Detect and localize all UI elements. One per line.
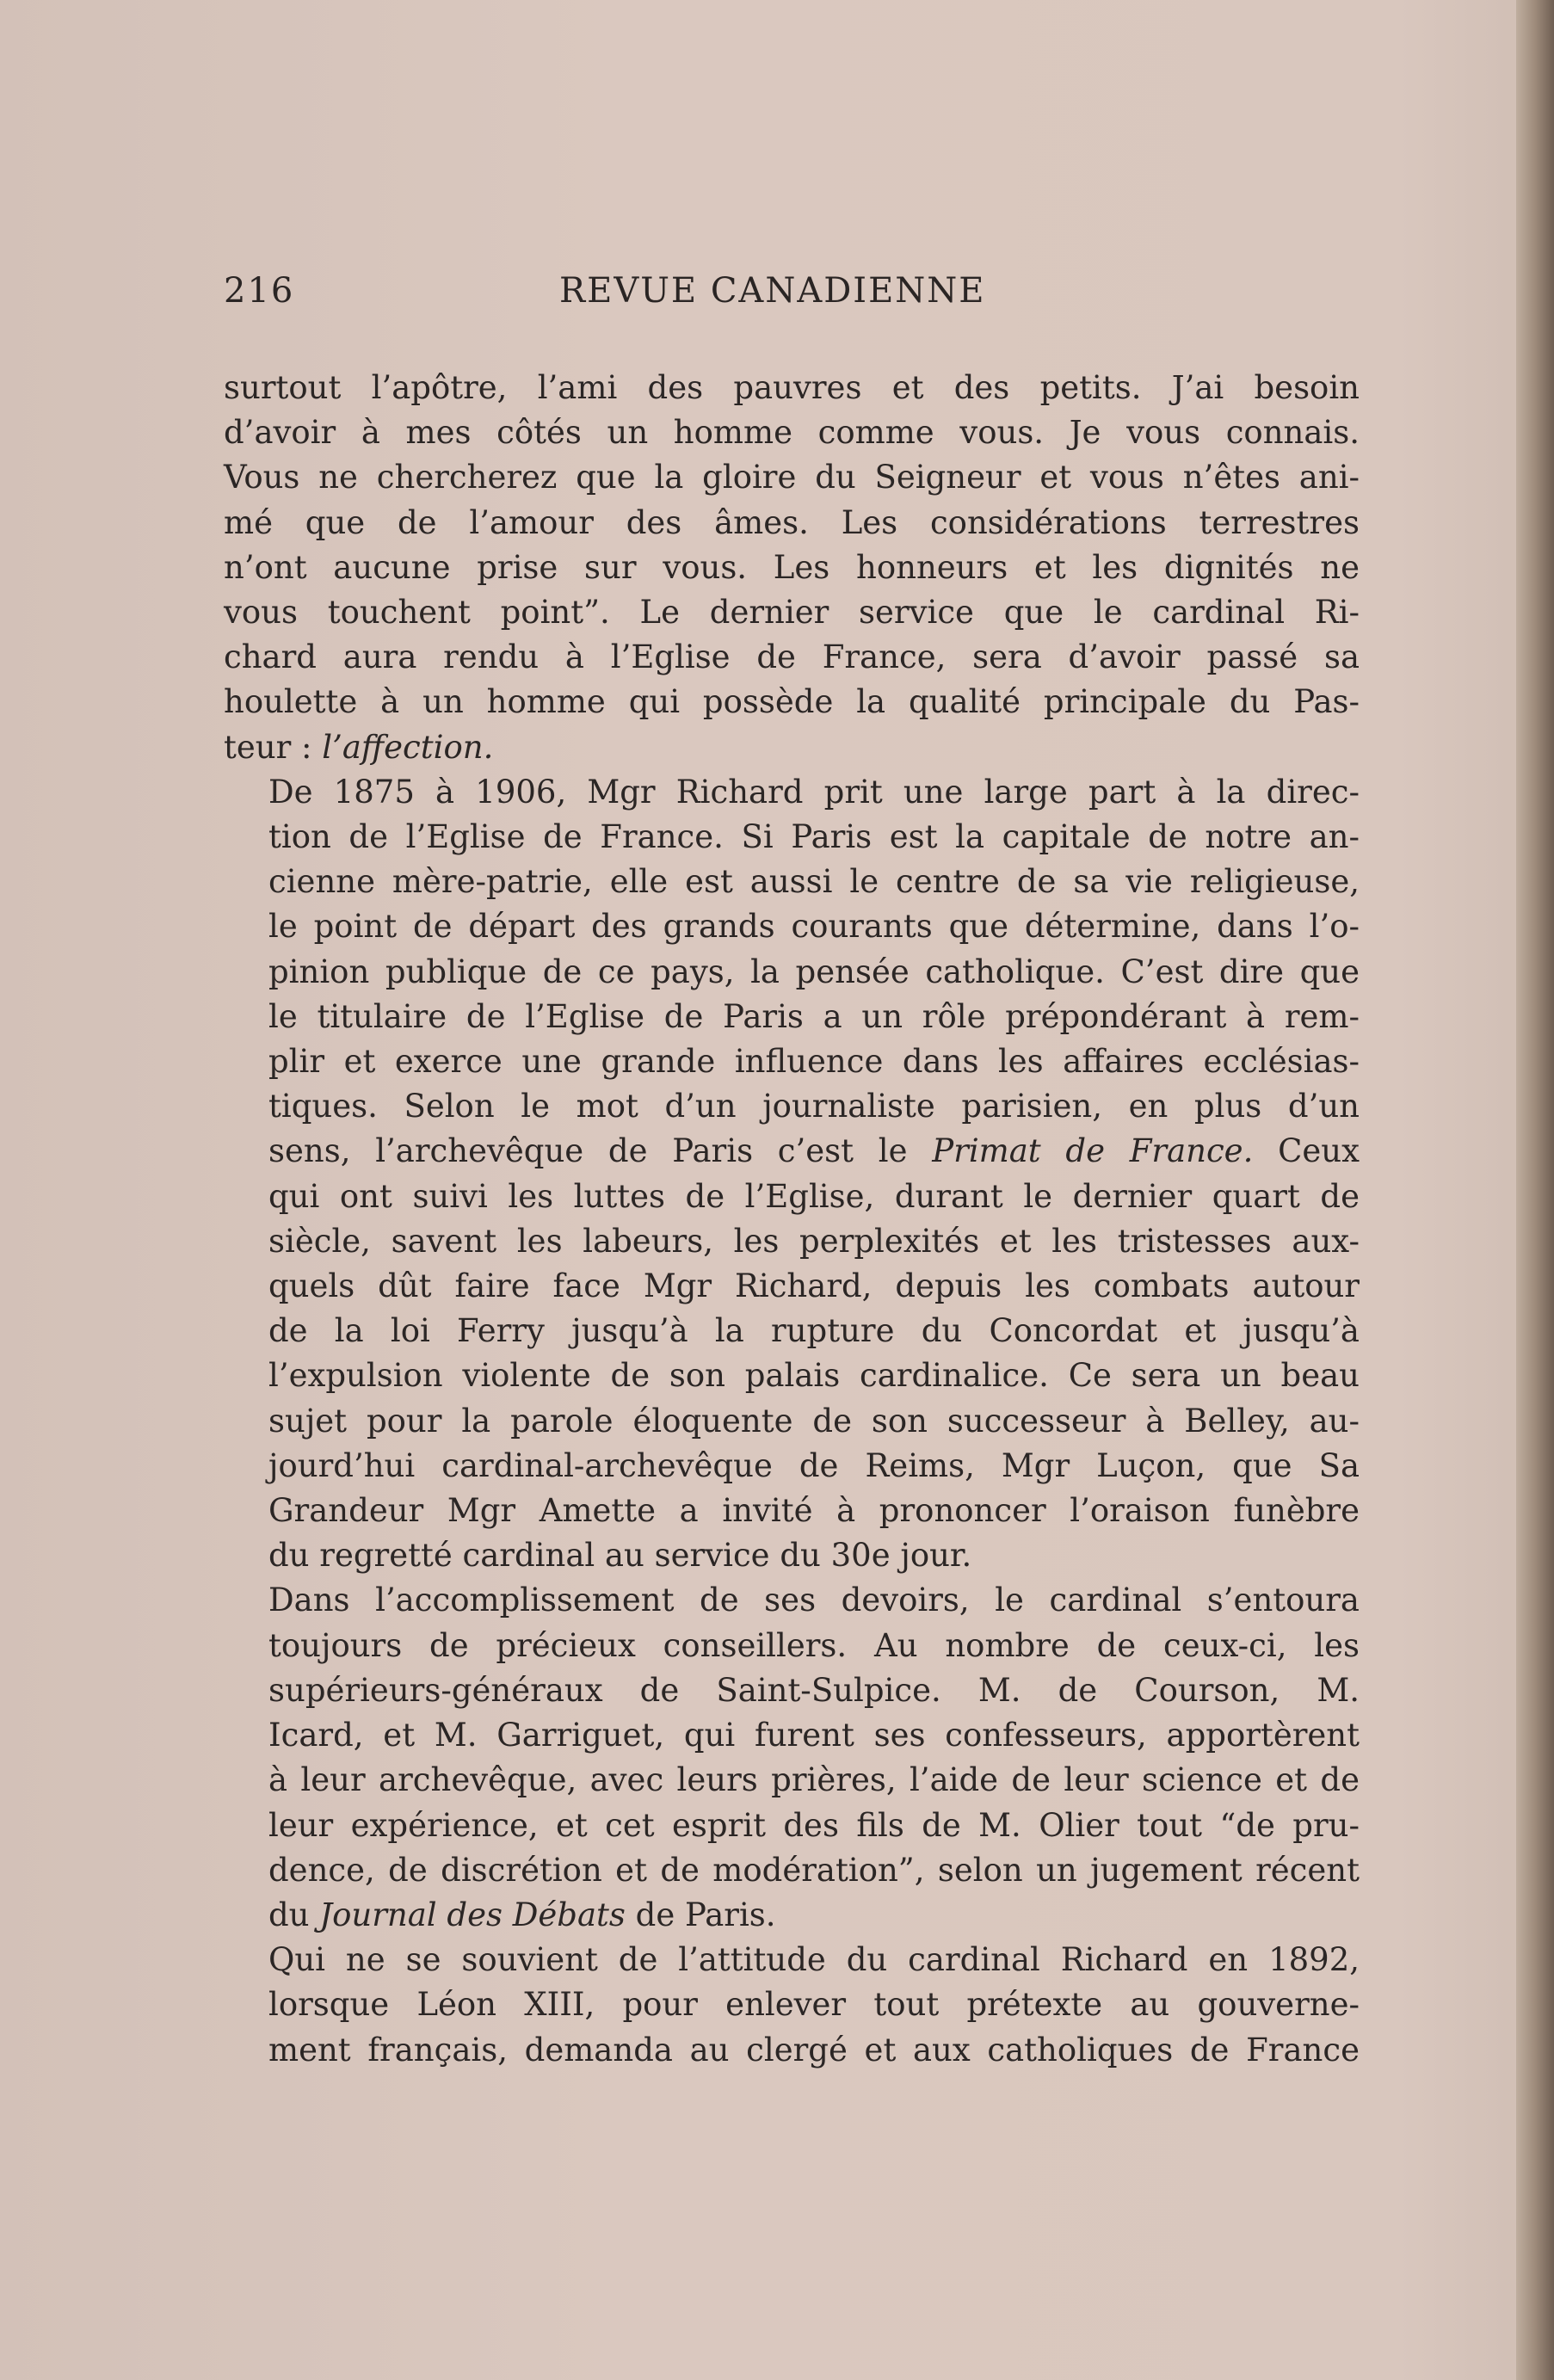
text-line: tion de l’Eglise de France. Si Paris est la capitale de notre an- <box>268 818 1360 856</box>
text-line: dence, de discrétion et de modération”, selon un jugement récent <box>268 1851 1360 1889</box>
text-line: leur expérience, et cet esprit des fils de M. Olier tout “de pru- <box>268 1806 1360 1844</box>
text-run: teur : <box>224 728 323 766</box>
text-line: ment français, demanda au clergé et aux catholiques de France <box>268 2031 1360 2069</box>
text-line: siècle, savent les labeurs, les perplexités et les tristesses aux- <box>268 1222 1360 1260</box>
paragraph-3 <box>224 1578 1360 1938</box>
text-line: toujours de précieux conseillers. Au nombre de ceux-ci, les <box>268 1626 1360 1664</box>
text-line: jourd’hui cardinal-archevêque de Reims, Mgr Luçon, que Sa <box>268 1446 1360 1484</box>
text-line: Grandeur Mgr Amette a invité à prononcer l’oraison funèbre <box>268 1492 1360 1530</box>
italic-text: Journal des Débats <box>319 1896 626 1933</box>
text-line: vous touchent point”. Le dernier service que le cardinal Ri- <box>224 594 1360 632</box>
text-line: houlette à un homme qui possède la qualité principale du Pas- <box>224 683 1360 721</box>
text-line: le titulaire de l’Eglise de Paris a un rôle prépondérant à rem- <box>268 997 1360 1035</box>
text-line: à leur archevêque, avec leurs prières, l’aide de leur science et de <box>268 1761 1360 1799</box>
text-line: du regretté cardinal au service du 30e jour. <box>268 1537 972 1575</box>
text-run: du <box>268 1896 320 1933</box>
text-line: d’avoir à mes côtés un homme comme vous. Je vous connais. <box>224 414 1360 452</box>
text-line: surtout l’apôtre, l’ami des pauvres et des petits. J’ai besoin <box>224 369 1360 406</box>
italic-text: Primat de France. <box>932 1132 1254 1170</box>
running-head <box>224 271 1360 323</box>
text-line: pinion publique de ce pays, la pensée catholique. C’est dire que <box>268 953 1360 990</box>
paragraph-4 <box>224 1938 1360 2073</box>
text-line: de la loi Ferry jusqu’à la rupture du Concordat et jusqu’à <box>268 1312 1360 1350</box>
text-line <box>224 1129 1360 1174</box>
text-line <box>224 1893 1360 1938</box>
text-line: cienne mère-patrie, elle est aussi le centre de sa vie religieuse, <box>268 863 1360 901</box>
text-run: Ceux <box>1253 1132 1360 1170</box>
text-line: chard aura rendu à l’Eglise de France, sera d’avoir passé sa <box>224 638 1360 676</box>
text-line: le point de départ des grands courants que détermine, dans l’o- <box>268 908 1360 946</box>
text-line: l’expulsion violente de son palais cardinalice. Ce sera un beau <box>268 1357 1360 1395</box>
text-line: qui ont suivi les luttes de l’Eglise, durant le dernier quart de <box>268 1177 1360 1215</box>
text-line: Qui ne se souvient de l’attitude du cardinal Richard en 1892, <box>268 1941 1360 1979</box>
text-run: de Paris. <box>625 1896 776 1933</box>
text-line: lorsque Léon XIII, pour enlever tout prétexte au gouverne- <box>268 1986 1360 2024</box>
text-line: Dans l’accomplissement de ses devoirs, le cardinal s’entoura <box>268 1582 1360 1619</box>
text-line: n’ont aucune prise sur vous. Les honneurs et les dignités ne <box>224 548 1360 586</box>
paragraph-2 <box>224 770 1360 1579</box>
page-number: 216 <box>224 271 295 311</box>
text-line: tiques. Selon le mot d’un journaliste parisien, en plus d’un <box>268 1088 1360 1125</box>
text-line: sujet pour la parole éloquente de son successeur à Belley, au- <box>268 1402 1360 1440</box>
text-line: plir et exerce une grande influence dans les affaires ecclésias- <box>268 1043 1360 1081</box>
text-line: De 1875 à 1906, Mgr Richard prit une large part à la direc- <box>268 773 1360 811</box>
page-edge <box>1516 0 1554 2380</box>
text-line: Vous ne chercherez que la gloire du Seigneur et vous n’êtes ani- <box>224 459 1360 496</box>
text-line: quels dût faire face Mgr Richard, depuis les combats autour <box>268 1267 1360 1305</box>
text-line: supérieurs-généraux de Saint-Sulpice. M. de Courson, M. <box>268 1671 1360 1709</box>
text-run: sens, l’archevêque de Paris c’est le <box>268 1132 933 1170</box>
italic-text: l’affection. <box>322 728 494 766</box>
paragraph-1 <box>224 366 1360 770</box>
text-line <box>224 725 1360 770</box>
text-line: Icard, et M. Garriguet, qui furent ses confesseurs, apportèrent <box>268 1717 1360 1754</box>
body-text <box>224 366 1360 2073</box>
journal-title: REVUE CANADIENNE <box>559 271 986 311</box>
text-line: mé que de l’amour des âmes. Les considérations terrestres <box>224 503 1360 541</box>
